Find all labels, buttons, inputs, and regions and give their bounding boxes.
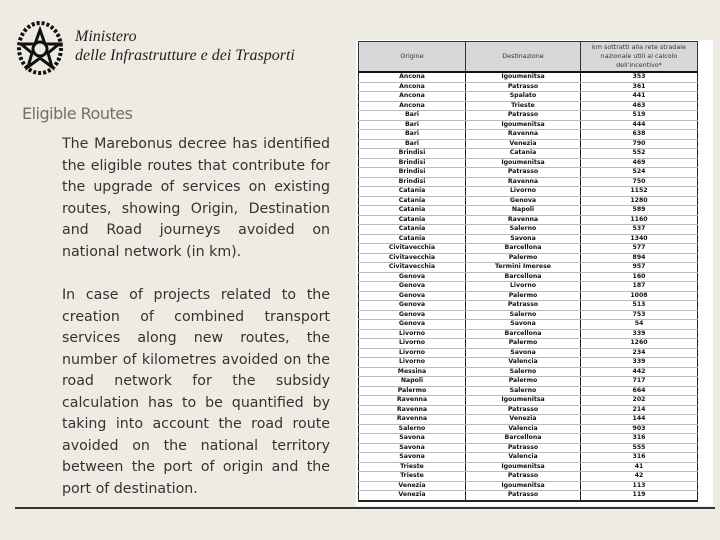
km-cell: 638	[581, 130, 698, 140]
table-row	[359, 101, 698, 111]
destination-cell: Patrasso	[466, 111, 581, 121]
destination-cell: Barcellona	[466, 434, 581, 444]
destination-cell: Valencia	[466, 358, 581, 368]
destination-cell: Venezia	[466, 415, 581, 425]
destination-cell: Napoli	[466, 206, 581, 216]
km-cell: 442	[581, 367, 698, 377]
km-cell: 113	[581, 481, 698, 491]
km-cell: 202	[581, 396, 698, 406]
origin-cell: Catania	[359, 196, 466, 206]
km-cell: 537	[581, 225, 698, 235]
km-cell: 339	[581, 329, 698, 339]
origin-cell: Livorno	[359, 348, 466, 358]
origin-cell: Ancona	[359, 92, 466, 102]
km-cell: 214	[581, 405, 698, 415]
destination-cell: Palermo	[466, 339, 581, 349]
km-cell: 469	[581, 158, 698, 168]
table-row	[359, 310, 698, 320]
origin-cell: Brindisi	[359, 158, 466, 168]
origin-cell: Ravenna	[359, 396, 466, 406]
origin-cell: Ravenna	[359, 415, 466, 425]
origin-cell: Livorno	[359, 358, 466, 368]
km-cell: 1152	[581, 187, 698, 197]
table-row	[359, 415, 698, 425]
km-cell: 187	[581, 282, 698, 292]
origin-cell: Catania	[359, 234, 466, 244]
destination-cell: Valencia	[466, 424, 581, 434]
origin-cell: Ravenna	[359, 405, 466, 415]
destination-cell: Salerno	[466, 310, 581, 320]
km-cell: 753	[581, 310, 698, 320]
km-cell: 589	[581, 206, 698, 216]
km-cell: 463	[581, 101, 698, 111]
km-cell: 957	[581, 263, 698, 273]
origin-cell: Genova	[359, 320, 466, 330]
destination-cell: Patrasso	[466, 443, 581, 453]
table-row	[359, 234, 698, 244]
destination-cell: Igoumenitsa	[466, 396, 581, 406]
origin-cell: Brindisi	[359, 149, 466, 159]
destination-cell: Barcellona	[466, 244, 581, 254]
km-cell: 160	[581, 272, 698, 282]
origin-cell: Livorno	[359, 339, 466, 349]
table-row	[359, 177, 698, 187]
km-cell: 555	[581, 443, 698, 453]
origin-cell: Bari	[359, 120, 466, 130]
table-row	[359, 215, 698, 225]
km-cell: 144	[581, 415, 698, 425]
km-cell: 1008	[581, 291, 698, 301]
km-cell: 519	[581, 111, 698, 121]
origin-cell: Bari	[359, 139, 466, 149]
origin-cell: Genova	[359, 272, 466, 282]
km-cell: 790	[581, 139, 698, 149]
origin-cell: Venezia	[359, 491, 466, 501]
origin-cell: Savona	[359, 443, 466, 453]
table-row	[359, 72, 698, 82]
table-row	[359, 120, 698, 130]
km-cell: 316	[581, 434, 698, 444]
km-cell: 234	[581, 348, 698, 358]
column-destination: Destinazione	[466, 42, 581, 73]
destination-cell: Palermo	[466, 253, 581, 263]
destination-cell: Palermo	[466, 291, 581, 301]
origin-cell: Savona	[359, 434, 466, 444]
table-row	[359, 282, 698, 292]
table-row	[359, 149, 698, 159]
table-row	[359, 130, 698, 140]
table-row	[359, 491, 698, 501]
origin-cell: Savona	[359, 453, 466, 463]
table-row	[359, 405, 698, 415]
origin-cell: Genova	[359, 310, 466, 320]
destination-cell: Patrasso	[466, 472, 581, 482]
paragraph-1: The Marebonus decree has identified the eligible routes that contribute for the upgrade of services on existing routes, showing Origin, Destination and Road journeys avoided on national network (in km).	[62, 136, 330, 260]
destination-cell: Livorno	[466, 282, 581, 292]
destination-cell: Igoumenitsa	[466, 72, 581, 82]
table-row	[359, 386, 698, 396]
routes-table-container	[356, 40, 713, 506]
destination-cell: Barcellona	[466, 329, 581, 339]
origin-cell: Bari	[359, 111, 466, 121]
km-cell: 903	[581, 424, 698, 434]
km-cell: 316	[581, 453, 698, 463]
destination-cell: Salerno	[466, 386, 581, 396]
km-cell: 750	[581, 177, 698, 187]
table-row	[359, 111, 698, 121]
table-row	[359, 472, 698, 482]
table-row	[359, 320, 698, 330]
destination-cell: Venezia	[466, 139, 581, 149]
origin-cell: Catania	[359, 206, 466, 216]
origin-cell: Civitavecchia	[359, 253, 466, 263]
destination-cell: Catania	[466, 149, 581, 159]
km-cell: 1260	[581, 339, 698, 349]
km-cell: 42	[581, 472, 698, 482]
km-cell: 1340	[581, 234, 698, 244]
km-cell: 552	[581, 149, 698, 159]
table-row	[359, 453, 698, 463]
ministry-emblem-logo	[16, 20, 64, 76]
destination-cell: Igoumenitsa	[466, 462, 581, 472]
destination-cell: Trieste	[466, 101, 581, 111]
table-row	[359, 244, 698, 254]
origin-cell: Livorno	[359, 329, 466, 339]
table-row	[359, 443, 698, 453]
destination-cell: Salerno	[466, 367, 581, 377]
origin-cell: Napoli	[359, 377, 466, 387]
origin-cell: Trieste	[359, 462, 466, 472]
table-row	[359, 396, 698, 406]
origin-cell: Catania	[359, 187, 466, 197]
table-row	[359, 253, 698, 263]
slide-title: Eligible Routes	[22, 104, 133, 123]
km-cell: 54	[581, 320, 698, 330]
bottom-divider	[15, 507, 715, 509]
origin-cell: Brindisi	[359, 168, 466, 178]
km-cell: 513	[581, 301, 698, 311]
table-row	[359, 206, 698, 216]
ministry-name	[75, 27, 295, 65]
table-row	[359, 434, 698, 444]
destination-cell: Ravenna	[466, 215, 581, 225]
destination-cell: Genova	[466, 196, 581, 206]
table-row	[359, 168, 698, 178]
table-row	[359, 329, 698, 339]
km-cell: 441	[581, 92, 698, 102]
km-cell: 444	[581, 120, 698, 130]
table-row	[359, 424, 698, 434]
origin-cell: Trieste	[359, 472, 466, 482]
km-cell: 894	[581, 253, 698, 263]
destination-cell: Patrasso	[466, 491, 581, 501]
table-row	[359, 196, 698, 206]
table-row	[359, 272, 698, 282]
origin-cell: Brindisi	[359, 177, 466, 187]
table-row	[359, 92, 698, 102]
origin-cell: Venezia	[359, 481, 466, 491]
table-row	[359, 263, 698, 273]
table-row	[359, 158, 698, 168]
destination-cell: Valencia	[466, 453, 581, 463]
table-row	[359, 82, 698, 92]
table-row	[359, 139, 698, 149]
origin-cell: Ancona	[359, 82, 466, 92]
km-cell: 119	[581, 491, 698, 501]
slide-body	[62, 134, 330, 522]
km-cell: 1160	[581, 215, 698, 225]
destination-cell: Ravenna	[466, 130, 581, 140]
origin-cell: Genova	[359, 282, 466, 292]
ministry-line2: delle Infrastrutture e dei Trasporti	[75, 47, 295, 64]
origin-cell: Civitavecchia	[359, 263, 466, 273]
destination-cell: Igoumenitsa	[466, 158, 581, 168]
paragraph-2: In case of projects related to the creation of combined transport services along new routes, the number of kilometres avoided on the road network for the subsidy calculation has to be quantified by taking into account the road route avoided on the national territory between the port of origin and the port of destination.	[62, 287, 330, 497]
ministry-line1: Ministero	[75, 28, 137, 45]
km-cell: 577	[581, 244, 698, 254]
destination-cell: Livorno	[466, 187, 581, 197]
destination-cell: Igoumenitsa	[466, 120, 581, 130]
table-row	[359, 291, 698, 301]
column-km: km sottratti alla rete stradale nazionale utili al calcolo dell'incentivo*	[581, 42, 698, 73]
destination-cell: Savona	[466, 320, 581, 330]
destination-cell: Savona	[466, 348, 581, 358]
origin-cell: Civitavecchia	[359, 244, 466, 254]
destination-cell: Igoumenitsa	[466, 481, 581, 491]
origin-cell: Messina	[359, 367, 466, 377]
destination-cell: Patrasso	[466, 405, 581, 415]
origin-cell: Genova	[359, 301, 466, 311]
origin-cell: Salerno	[359, 424, 466, 434]
origin-cell: Genova	[359, 291, 466, 301]
km-cell: 1280	[581, 196, 698, 206]
table-row	[359, 339, 698, 349]
table-row	[359, 348, 698, 358]
origin-cell: Bari	[359, 130, 466, 140]
column-origin: Origine	[359, 42, 466, 73]
destination-cell: Palermo	[466, 377, 581, 387]
destination-cell: Barcellona	[466, 272, 581, 282]
table-row	[359, 225, 698, 235]
km-cell: 717	[581, 377, 698, 387]
table-row	[359, 358, 698, 368]
destination-cell: Ravenna	[466, 177, 581, 187]
destination-cell: Savona	[466, 234, 581, 244]
origin-cell: Catania	[359, 215, 466, 225]
table-row	[359, 377, 698, 387]
destination-cell: Spalato	[466, 92, 581, 102]
table-row	[359, 187, 698, 197]
destination-cell: Termini Imerese	[466, 263, 581, 273]
table-row	[359, 481, 698, 491]
km-cell: 664	[581, 386, 698, 396]
km-cell: 353	[581, 72, 698, 82]
km-cell: 339	[581, 358, 698, 368]
origin-cell: Ancona	[359, 101, 466, 111]
routes-table	[358, 41, 698, 502]
km-cell: 524	[581, 168, 698, 178]
destination-cell: Patrasso	[466, 82, 581, 92]
km-cell: 361	[581, 82, 698, 92]
origin-cell: Palermo	[359, 386, 466, 396]
table-row	[359, 301, 698, 311]
table-row	[359, 462, 698, 472]
table-row	[359, 367, 698, 377]
origin-cell: Ancona	[359, 72, 466, 82]
destination-cell: Salerno	[466, 225, 581, 235]
km-cell: 41	[581, 462, 698, 472]
destination-cell: Patrasso	[466, 301, 581, 311]
destination-cell: Patrasso	[466, 168, 581, 178]
origin-cell: Catania	[359, 225, 466, 235]
